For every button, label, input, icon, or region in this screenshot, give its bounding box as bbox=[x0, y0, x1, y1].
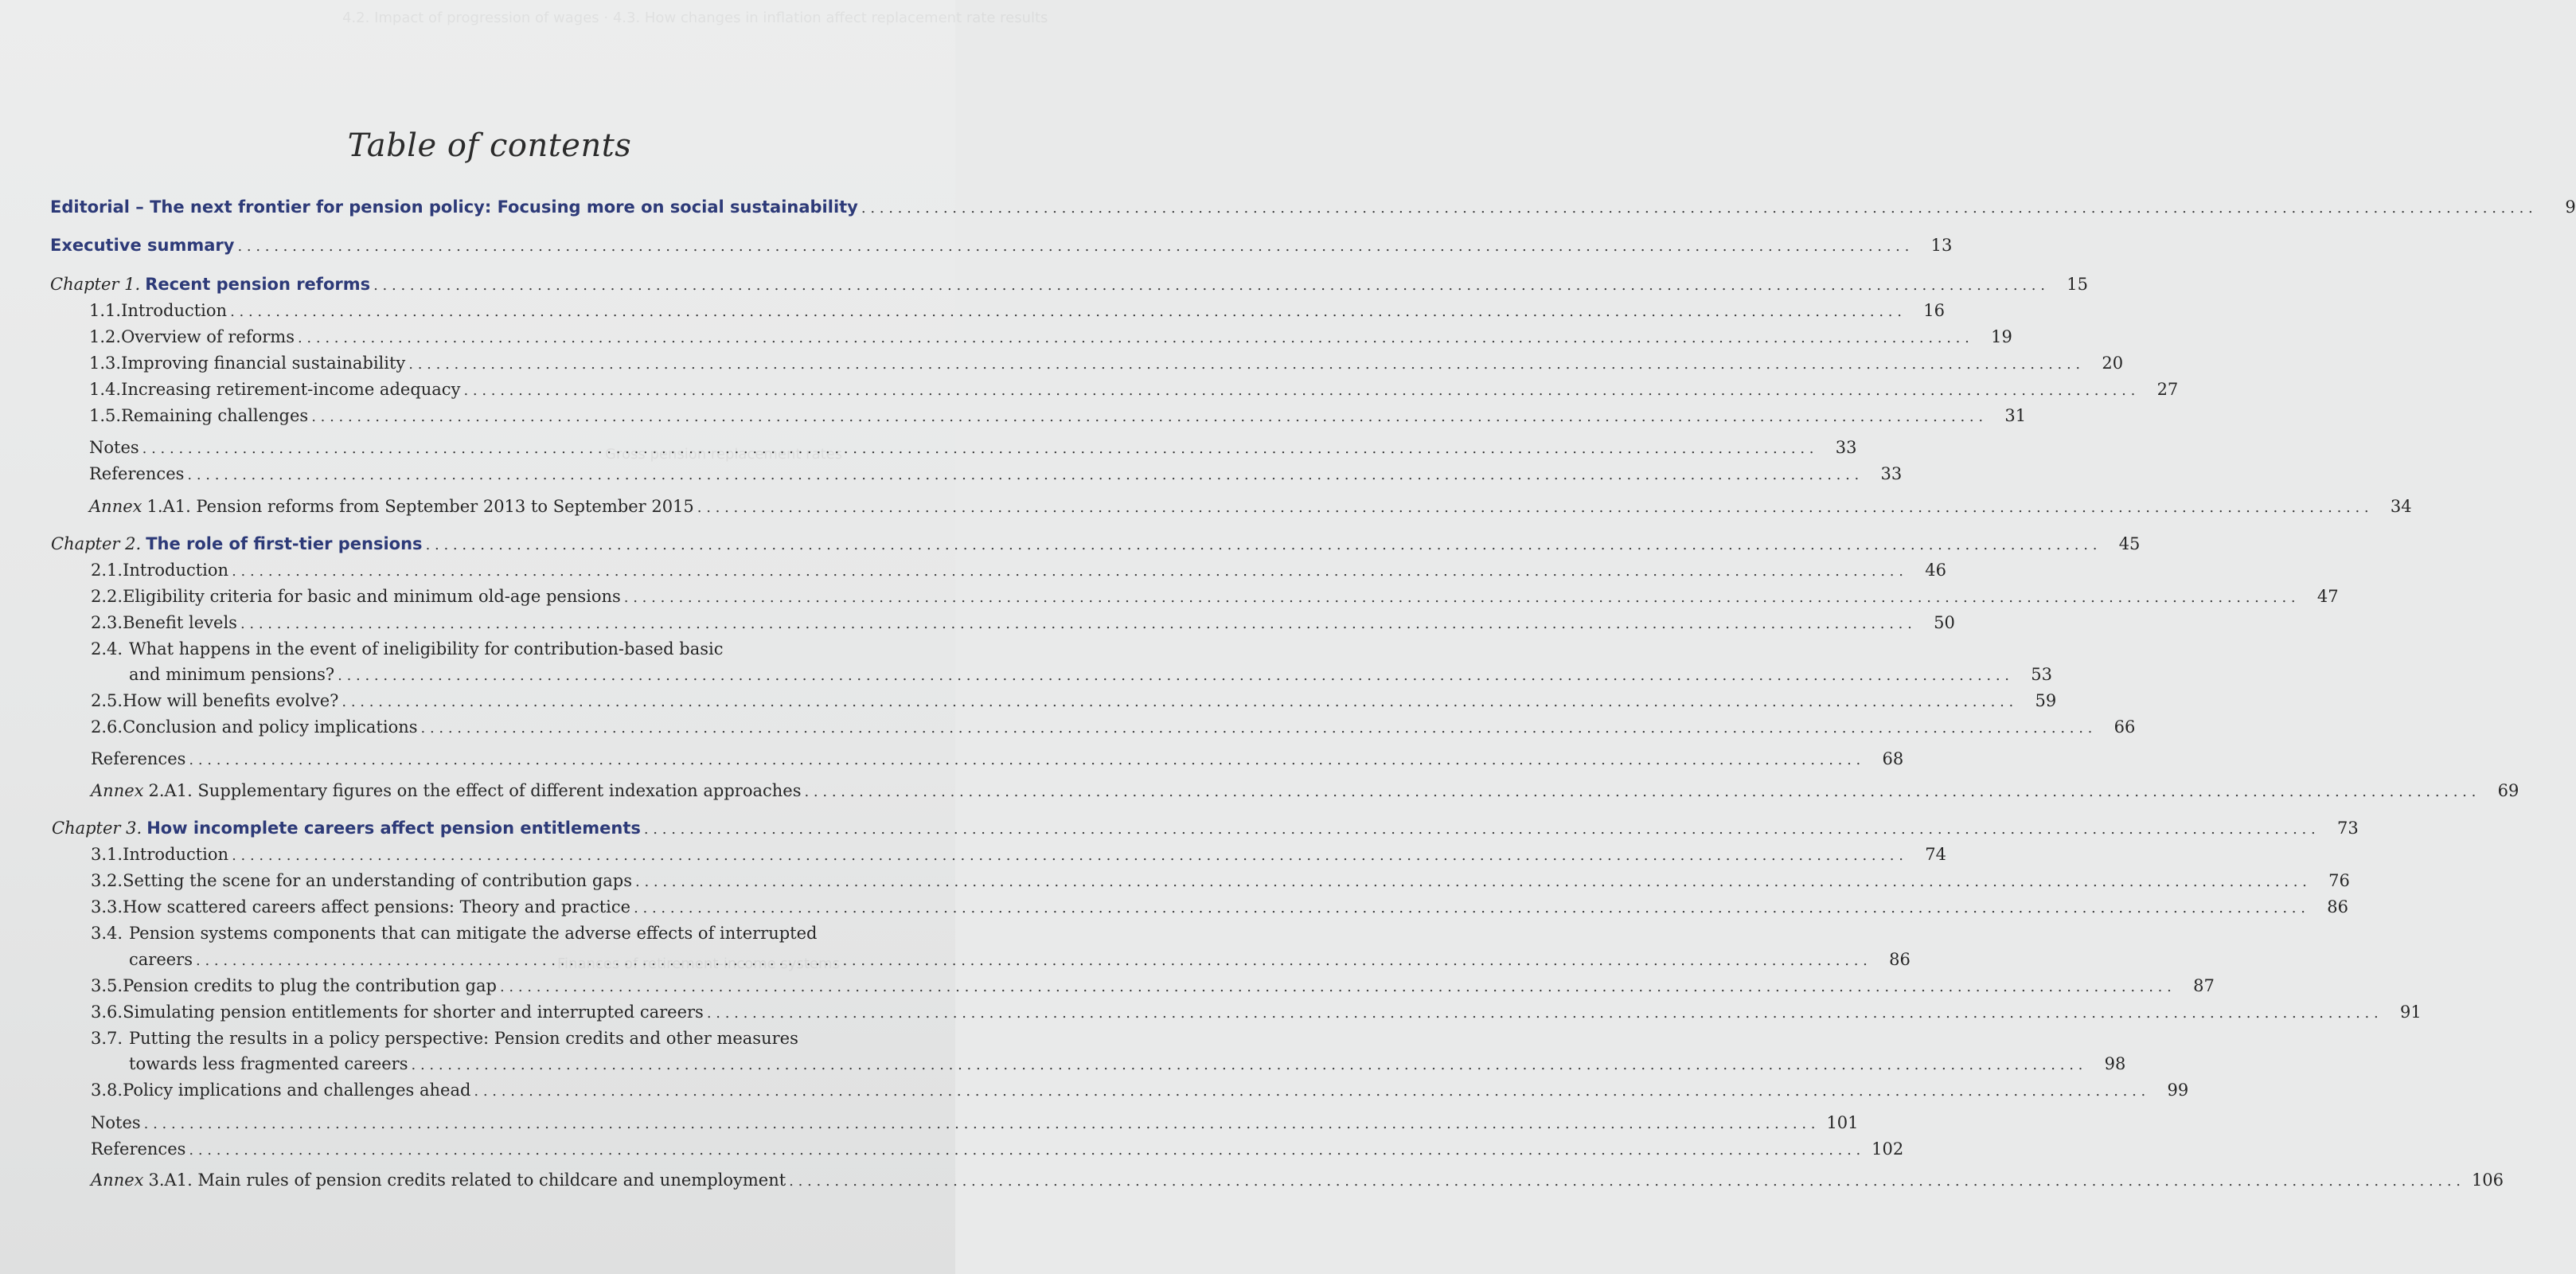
page-number: 15 bbox=[2067, 275, 2088, 294]
entry-label: Benefit levels bbox=[123, 613, 237, 632]
entry-label: Pension credits to plug the contribution gap bbox=[123, 976, 497, 995]
section-number: 2.4. bbox=[91, 639, 123, 658]
dot-leader bbox=[426, 534, 2098, 557]
toc-entry-references-3[interactable] bbox=[91, 1138, 1904, 1162]
toc-entry-annex-3[interactable] bbox=[91, 1169, 2504, 1193]
entry-label-continuation: and minimum pensions? bbox=[129, 665, 335, 684]
dot-leader bbox=[789, 1170, 2461, 1193]
toc-entry-section-3-4-first-line[interactable] bbox=[91, 922, 818, 944]
toc-entry-section-3-6[interactable] bbox=[91, 1001, 2422, 1025]
show-through-text: 4.2. Impact of progression of wages · 4.3. How changes in inflation affect replacement rate results bbox=[342, 10, 1048, 26]
dot-leader bbox=[342, 691, 2013, 713]
dot-leader bbox=[240, 613, 1912, 635]
entry-label: References bbox=[91, 749, 186, 768]
entry-label: Introduction bbox=[121, 301, 228, 320]
dot-leader bbox=[230, 301, 1902, 323]
page-number: 59 bbox=[2035, 691, 2057, 710]
entry-label: Simulating pension entitlements for shorter and interrupted careers bbox=[123, 1002, 704, 1022]
entry-label: References bbox=[91, 1139, 186, 1159]
page-number: 34 bbox=[2390, 497, 2412, 516]
dot-leader bbox=[373, 275, 2045, 297]
entry-label: References bbox=[89, 464, 185, 483]
page-number: 74 bbox=[1925, 845, 1946, 864]
toc-entry-section-3-5[interactable] bbox=[91, 975, 2215, 998]
page-number: 87 bbox=[2193, 976, 2215, 995]
section-number: 2.5. bbox=[91, 691, 123, 710]
page-number: 68 bbox=[1882, 749, 1904, 768]
entry-label: Conclusion and policy implications bbox=[123, 717, 418, 737]
dot-leader bbox=[421, 717, 2093, 740]
toc-entry-section-3-7[interactable] bbox=[129, 1053, 2126, 1077]
section-number: 1.2. bbox=[89, 327, 122, 346]
page-number: 9 bbox=[2565, 197, 2576, 217]
dot-leader bbox=[804, 781, 2476, 803]
toc-entry-notes-3[interactable] bbox=[91, 1112, 1859, 1135]
section-number: 3.8. bbox=[91, 1081, 123, 1100]
toc-entry-section-1-3[interactable] bbox=[89, 352, 2124, 376]
chapter-prefix: Chapter 2. bbox=[51, 534, 142, 553]
dot-leader bbox=[144, 1113, 1816, 1135]
entry-label-continuation: towards less fragmented careers bbox=[129, 1054, 408, 1073]
entry-label: Notes bbox=[91, 1113, 141, 1132]
page-number: 106 bbox=[2471, 1170, 2504, 1190]
toc-entry-chapter-3[interactable] bbox=[52, 817, 2359, 841]
toc-entry-references-1[interactable] bbox=[89, 463, 1903, 487]
toc-entry-section-1-1[interactable] bbox=[89, 299, 1945, 323]
toc-entry-section-3-3[interactable] bbox=[91, 896, 2348, 920]
entry-label: How will benefits evolve? bbox=[123, 691, 339, 710]
page-number: 91 bbox=[2399, 1002, 2422, 1022]
entry-label-continuation: careers bbox=[129, 950, 193, 969]
toc-entry-chapter-2[interactable] bbox=[51, 533, 2141, 557]
page-number: 33 bbox=[1835, 438, 1857, 457]
page-number: 45 bbox=[2118, 534, 2141, 553]
section-number: 3.2. bbox=[91, 871, 123, 890]
section-number: 1.4. bbox=[89, 380, 122, 399]
page-number: 86 bbox=[2327, 897, 2348, 916]
show-through-text: Finances of retirement-income systems bbox=[557, 956, 840, 972]
page-number: 31 bbox=[2004, 406, 2027, 425]
section-number: 3.6. bbox=[91, 1002, 123, 1022]
entry-label: Editorial – The next frontier for pension policy: Focusing more on social sustainability bbox=[50, 197, 858, 217]
dot-leader bbox=[232, 561, 1903, 583]
dot-leader bbox=[311, 406, 1983, 428]
entry-label: Remaining challenges bbox=[121, 406, 309, 425]
annex-prefix: Annex bbox=[89, 497, 142, 516]
toc-entry-section-2-4[interactable] bbox=[129, 663, 2053, 687]
page-number: 33 bbox=[1880, 464, 1903, 483]
toc-entry-section-2-2[interactable] bbox=[91, 585, 2339, 609]
section-number: 2.1. bbox=[91, 561, 123, 580]
dot-leader bbox=[232, 845, 1903, 867]
toc-entry-references-2[interactable] bbox=[91, 748, 1904, 772]
toc-entry-executive-summary[interactable] bbox=[50, 234, 1953, 258]
toc-entry-section-3-4[interactable] bbox=[129, 948, 1911, 972]
toc-entry-section-2-4-first-line[interactable] bbox=[91, 638, 723, 660]
page-number: 46 bbox=[1925, 561, 1946, 580]
page-number: 73 bbox=[2336, 819, 2359, 838]
dot-leader bbox=[644, 819, 2316, 841]
entry-label: How scattered careers affect pensions: Theory and practice bbox=[123, 897, 631, 916]
page-number: 86 bbox=[1889, 950, 1911, 969]
entry-label: Improving financial sustainability bbox=[121, 354, 406, 373]
section-number: 2.2. bbox=[91, 587, 123, 606]
toc-entry-section-2-3[interactable] bbox=[91, 612, 1955, 635]
annex-prefix: Annex bbox=[91, 1170, 144, 1190]
section-number: 2.3. bbox=[91, 613, 123, 632]
page-number: 102 bbox=[1872, 1139, 1904, 1159]
section-number: 1.1. bbox=[89, 301, 122, 320]
entry-label: How incomplete careers affect pension entitlements bbox=[146, 819, 641, 838]
toc-entry-chapter-1[interactable] bbox=[50, 273, 2088, 297]
dot-leader bbox=[707, 1002, 2379, 1025]
dot-leader bbox=[142, 438, 1814, 460]
section-number: 1.3. bbox=[89, 354, 122, 373]
entry-label: 1.A1. Pension reforms from September 2013 to September 2015 bbox=[146, 497, 694, 516]
toc-entry-section-1-4[interactable] bbox=[89, 378, 2179, 402]
dot-leader bbox=[189, 749, 1860, 772]
page-number: 19 bbox=[1991, 327, 2012, 346]
dot-leader bbox=[412, 1054, 2083, 1077]
show-through-text: Gross pension replacement rates bbox=[605, 446, 843, 463]
section-number: 3.5. bbox=[91, 976, 123, 995]
section-number: 1.5. bbox=[89, 406, 122, 425]
dot-leader bbox=[189, 1139, 1860, 1162]
dot-leader bbox=[196, 950, 1868, 972]
entry-label: Increasing retirement-income adequacy bbox=[121, 380, 461, 399]
toc-entry-annex-1[interactable] bbox=[89, 495, 2412, 519]
chapter-prefix: Chapter 3. bbox=[52, 819, 142, 838]
entry-label: Recent pension reforms bbox=[145, 275, 371, 294]
toc-entry-section-2-6[interactable] bbox=[91, 716, 2136, 740]
entry-label: 2.A1. Supplementary figures on the effect of different indexation approaches bbox=[148, 781, 802, 800]
toc-entry-section-2-5[interactable] bbox=[91, 690, 2057, 713]
entry-label: Introduction bbox=[123, 561, 229, 580]
page-number: 66 bbox=[2113, 717, 2136, 737]
dot-leader bbox=[624, 587, 2296, 609]
toc-entry-section-2-1[interactable] bbox=[91, 559, 1946, 583]
toc-entry-section-3-1[interactable] bbox=[91, 843, 1946, 867]
toc-entry-section-3-8[interactable] bbox=[91, 1079, 2189, 1103]
dot-leader bbox=[298, 327, 1969, 350]
entry-label: Eligibility criteria for basic and minimum old-age pensions bbox=[123, 587, 621, 606]
entry-label: 3.A1. Main rules of pension credits related to childcare and unemployment bbox=[148, 1170, 786, 1190]
page-number: 20 bbox=[2102, 354, 2124, 373]
toc-entry-section-3-7-first-line[interactable] bbox=[91, 1027, 798, 1049]
dot-leader bbox=[408, 354, 2080, 376]
page-number: 76 bbox=[2328, 871, 2350, 890]
dot-leader bbox=[697, 497, 2369, 519]
page-number: 50 bbox=[1934, 613, 1955, 632]
dot-leader bbox=[474, 1081, 2145, 1103]
entry-label: Setting the scene for an understanding of contribution gaps bbox=[123, 871, 633, 890]
dot-leader bbox=[861, 197, 2533, 220]
toc-entry-editorial[interactable] bbox=[50, 196, 2576, 220]
toc-entry-section-1-2[interactable] bbox=[89, 326, 2012, 350]
page-number: 27 bbox=[2156, 380, 2179, 399]
page-number: 47 bbox=[2316, 587, 2339, 606]
toc-entry-annex-2[interactable] bbox=[91, 780, 2519, 803]
dot-leader bbox=[500, 976, 2172, 998]
section-number: 3.3. bbox=[91, 897, 123, 916]
entry-label: Executive summary bbox=[50, 236, 235, 255]
annex-prefix: Annex bbox=[91, 781, 144, 800]
entry-label: What happens in the event of ineligibility for contribution-based basic bbox=[129, 639, 724, 658]
page-number: 53 bbox=[2031, 665, 2053, 684]
entry-label: Overview of reforms bbox=[121, 327, 295, 346]
page-number: 16 bbox=[1923, 301, 1945, 320]
section-number: 3.4. bbox=[91, 924, 123, 943]
page-number: 101 bbox=[1826, 1113, 1859, 1132]
entry-label: Putting the results in a policy perspective: Pension credits and other measures bbox=[129, 1029, 798, 1048]
section-number: 2.6. bbox=[91, 717, 123, 737]
page-number: 99 bbox=[2167, 1081, 2189, 1100]
section-number: 3.7. bbox=[91, 1029, 123, 1048]
page-number: 69 bbox=[2497, 781, 2519, 800]
dot-leader bbox=[635, 871, 2307, 893]
dot-leader bbox=[634, 897, 2305, 920]
dot-leader bbox=[187, 464, 1859, 487]
entry-label: Notes bbox=[89, 438, 139, 457]
page-title: Table of contents bbox=[347, 127, 632, 164]
toc-entry-notes-1[interactable] bbox=[89, 436, 1857, 460]
toc-entry-section-3-2[interactable] bbox=[91, 870, 2350, 893]
entry-label: Introduction bbox=[123, 845, 229, 864]
section-number: 3.1. bbox=[91, 845, 123, 864]
dot-leader bbox=[237, 236, 1909, 258]
dot-leader bbox=[338, 665, 2009, 687]
chapter-prefix: Chapter 1. bbox=[50, 275, 141, 294]
dot-leader bbox=[463, 380, 2135, 402]
page-number: 13 bbox=[1930, 236, 1953, 255]
entry-label: The role of first-tier pensions bbox=[146, 534, 423, 553]
entry-label: Pension systems components that can mitigate the adverse effects of interrupted bbox=[129, 924, 818, 943]
toc-entry-section-1-5[interactable] bbox=[89, 404, 2027, 428]
entry-label: Policy implications and challenges ahead bbox=[123, 1081, 471, 1100]
page-number: 98 bbox=[2104, 1054, 2126, 1073]
